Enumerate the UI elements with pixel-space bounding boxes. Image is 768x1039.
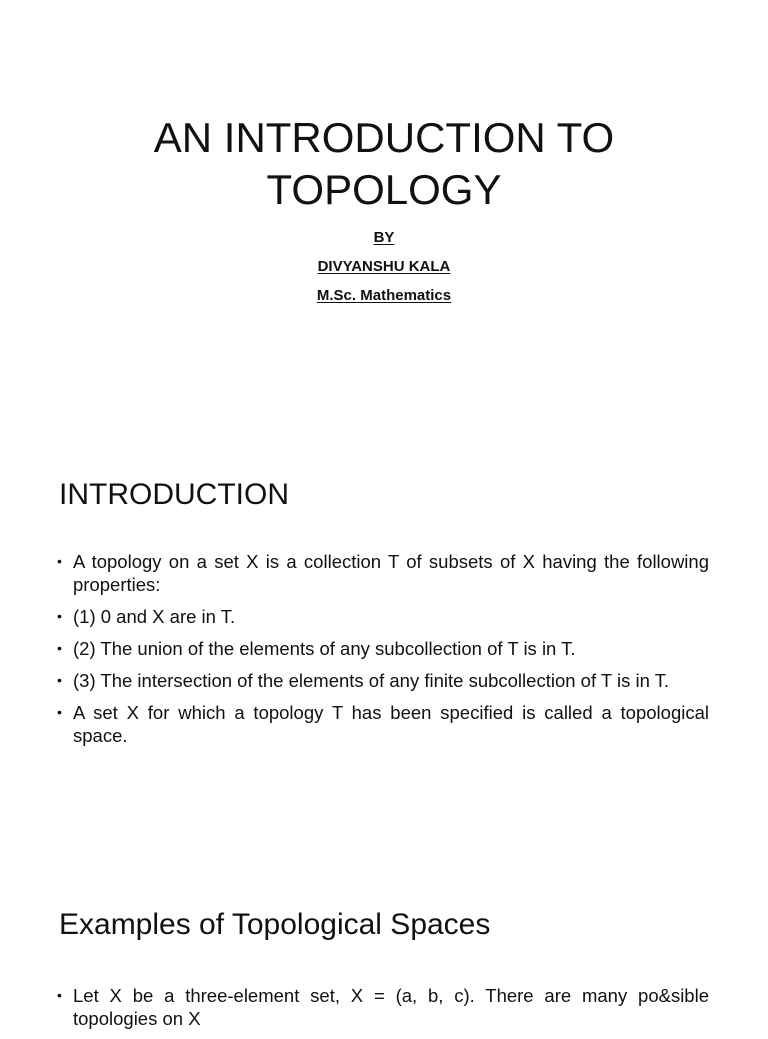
degree-text: M.Sc. Mathematics [316, 287, 452, 304]
introduction-heading: INTRODUCTION [59, 478, 289, 511]
bullet-item: • A topology on a set X is a collection T of subsets of X having the following properties: [57, 550, 709, 596]
by-label [0, 229, 768, 246]
examples-bullet-list [57, 984, 709, 1039]
bullet-item: • (1) 0 and X are in T. [57, 605, 709, 628]
bullet-item: • Let X be a three-element set, X = (a, b, c). There are many po&sible topologies on X [57, 984, 709, 1030]
presentation-title [0, 112, 768, 216]
author-text: DIVYANSHU KALA [317, 258, 451, 275]
title-line-1: AN INTRODUCTION TO [153, 114, 615, 161]
bullet-item: • (2) The union of the elements of any subcollection of T is in T. [57, 637, 709, 660]
by-text: BY [373, 229, 395, 246]
examples-slide [0, 880, 768, 1029]
author-name [0, 258, 768, 275]
title-line-2: TOPOLOGY [266, 166, 502, 213]
examples-heading: Examples of Topological Spaces [59, 908, 491, 941]
bullet-item: • (3) The intersection of the elements of any finite subcollection of T is in T. [57, 669, 709, 692]
introduction-slide [0, 440, 768, 880]
author-degree [0, 287, 768, 304]
introduction-bullet-list [57, 550, 709, 756]
title-slide [0, 0, 768, 440]
bullet-item: • A set X for which a topology T has been specified is called a topological space. [57, 701, 709, 747]
